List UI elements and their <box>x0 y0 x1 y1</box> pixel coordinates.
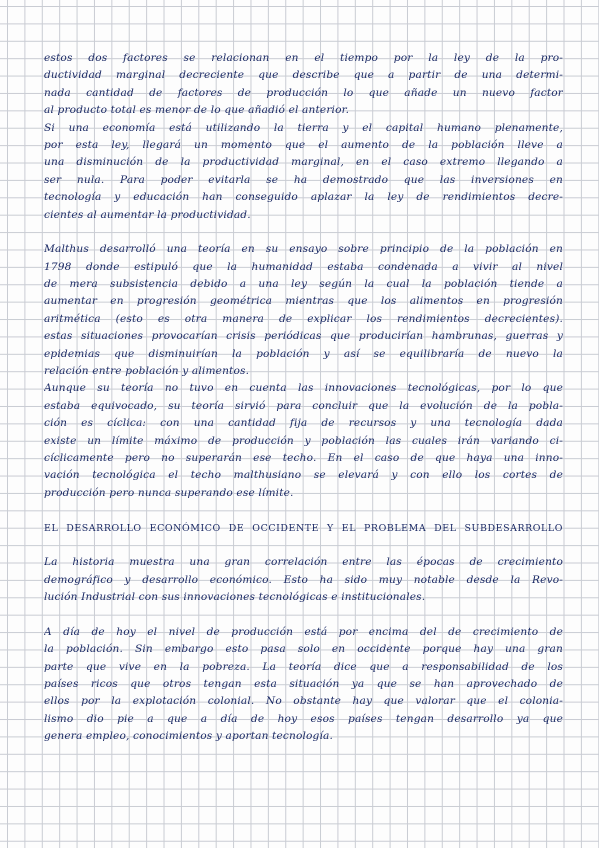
text-line: 1798 donde estipuló que la humanidad estaba condenada a vivir al nivel <box>44 260 563 273</box>
text-line: una disminución de la productividad marginal, en el caso extremo llegando a <box>44 156 563 169</box>
text-line: estaba equivocado, su teoría sirvió para concluir que la evolución de la pobla- <box>44 399 563 412</box>
text-line: Aunque su teoría no tuvo en cuenta las innovaciones tecnológicas, por lo que <box>44 382 563 395</box>
blank-line <box>44 502 563 519</box>
text-line: tecnología y educación han conseguido aplazar la ley de rendimientos decre- <box>44 191 563 204</box>
handwritten-notes <box>44 50 563 746</box>
text-line: A día de hoy el nivel de producción está por encima del de crecimiento de <box>44 625 563 638</box>
blank-line <box>44 224 563 241</box>
text-line: genera empleo, conocimientos y aportan tecnología. <box>44 730 333 743</box>
text-line: ellos por la explotación colonial. No obstante hay que valorar que el colonia- <box>44 695 563 708</box>
text-line: ción es cíclica: con una cantidad fija de recursos y una tecnología dada <box>44 417 563 430</box>
text-line: ser nula. Para poder evitarla se ha demostrado que las inversiones en <box>44 173 563 186</box>
paragraph-productividad <box>44 50 563 224</box>
text-line: por esta ley, llegará un momento que el aumento de la población lleve a <box>44 138 563 151</box>
text-line: estos dos factores se relacionan en el tiempo por la ley de la pro- <box>44 52 563 64</box>
text-line: Si una economía está utilizando la tierra y el capital humano plenamente, <box>44 121 563 134</box>
text-line: aumentar en progresión geométrica mientras que los alimentos en progresión <box>44 295 563 308</box>
text-line: parte que vive en la pobreza. La teoría dice que a responsabilidad de los <box>44 660 563 673</box>
text-line: relación entre población y alimentos. <box>44 365 250 378</box>
text-line: ductividad marginal decreciente que describe que a partir de una determi- <box>44 69 563 82</box>
text-line: lución Industrial con sus innovaciones tecnológicas e institucionales. <box>44 591 426 604</box>
blank-line <box>44 607 563 624</box>
text-line: al producto total es menor de lo que añadió el anterior. <box>44 104 350 117</box>
text-line: La historia muestra una gran correlación entre las épocas de crecimiento <box>44 556 563 569</box>
paragraph-historia <box>44 554 563 606</box>
text-line: epidemias que disminuirían la población y así se equilibraría de nuevo la <box>44 347 563 360</box>
text-line: cíclicamente pero no superarán ese techo. En el caso de que haya una inno- <box>44 451 563 464</box>
text-line: cientes al aumentar la productividad. <box>44 208 251 221</box>
paragraph-actualidad <box>44 624 563 746</box>
text-line: existe un límite máximo de producción y población las cuales irán variando ci- <box>44 434 563 447</box>
text-line: aritmética (esto es otra manera de explicar los rendimientos decrecientes). <box>44 312 563 325</box>
blank-line <box>44 537 563 554</box>
paragraph-malthus <box>44 241 563 502</box>
text-line: de mera subsistencia debido a una ley según la cual la población tiende a <box>44 278 563 291</box>
text-line: producción pero nunca superando ese límite. <box>44 486 294 499</box>
text-line: Malthus desarrolló una teoría en su ensayo sobre principio de la población en <box>44 243 563 256</box>
text-line: nada cantidad de factores de producción lo que añade un nuevo factor <box>44 86 563 99</box>
text-line: estas situaciones provocarían crisis periódicas que producirían hambrunas, guerras y <box>44 330 563 343</box>
text-line: lismo dio pie a que a día de hoy esos países tengan desarrollo ya que <box>44 712 563 725</box>
text-line: demográfico y desarrollo económico. Esto ha sido muy notable desde la Revo- <box>44 573 563 586</box>
section-heading: EL DESARROLLO ECONÓMICO DE OCCIDENTE Y EL PROBLEMA DEL SUBDESARROLLO <box>44 522 563 534</box>
text-line: vación tecnológica el techo malthusiano se elevará y con ello los cortes de <box>44 469 563 482</box>
text-line: la población. Sin embargo esto pasa solo en occidente porque hay una gran <box>44 643 563 656</box>
text-line: países ricos que otros tengan esta situación ya que se han aprovechado de <box>44 678 563 691</box>
